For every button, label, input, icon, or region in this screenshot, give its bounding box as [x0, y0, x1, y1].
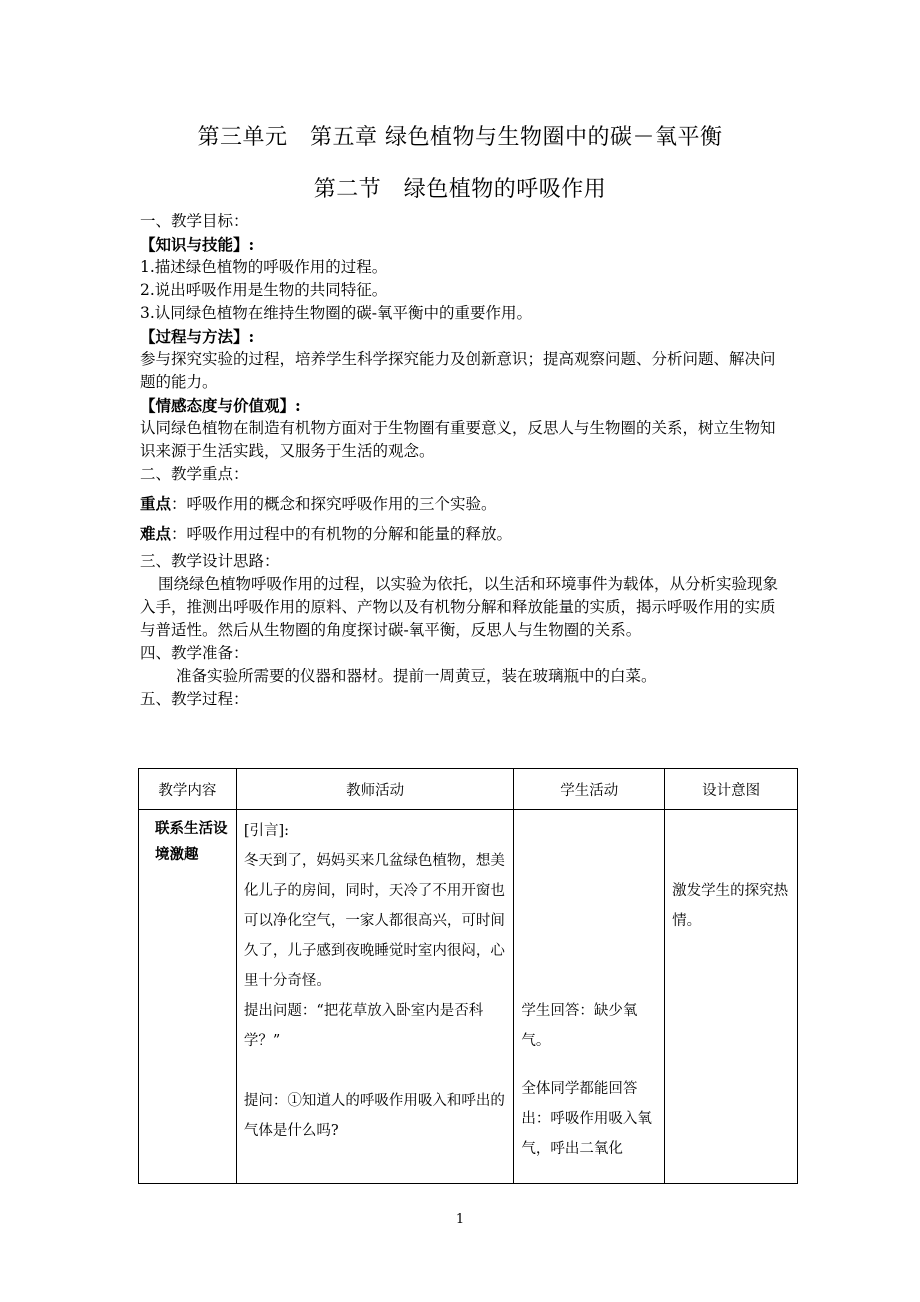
student-answer-1: 学生回答：缺少氧气。: [521, 1003, 638, 1049]
content-cell: [139, 810, 237, 1184]
design-text: 围绕绿色植物呼吸作用的过程，以实验为依托，以生活和环境事件为载体，从分析实验现象入手，推测出呼吸作用的原料、产物以及有机物分解和释放能量的实质，揭示呼吸作用的实质与普适性。然后从生物圈的角度探讨碳-氧平衡，反思人与生物圈的关系。: [140, 575, 779, 639]
design-intent-text: 激发学生的探究热情。: [672, 883, 789, 929]
attitude-heading: 【情感态度与价值观】:: [140, 396, 301, 415]
table-header-row: [139, 769, 798, 810]
process-method-heading: 【过程与方法】:: [140, 327, 255, 346]
focus-text: ：呼吸作用的概念和探究呼吸作用的三个实验。: [171, 495, 497, 513]
document-title: 第三单元 第五章 绿色植物与生物圈中的碳－氧平衡: [197, 125, 723, 150]
section-title: 第二节 绿色植物的呼吸作用: [313, 177, 607, 202]
knowledge-item-3: 3.认同绿色植物在维持生物圈的碳-氧平衡中的重要作用。: [140, 304, 533, 322]
focus-line: [140, 492, 790, 516]
focus-label: 重点: [140, 494, 172, 513]
teacher-question-1: 提出问题：“把花草放入卧室内是否科学？”: [243, 1003, 484, 1049]
difficulty-line: [140, 522, 790, 546]
preparation-text: 准备实验所需要的仪器和器材。提前一周黄豆，装在玻璃瓶中的白菜。: [176, 667, 657, 685]
knowledge-heading: 【知识与技能】:: [140, 235, 255, 254]
teacher-question-2: 提问：①知道人的呼吸作用吸入和呼出的气体是什么吗?: [243, 1093, 505, 1139]
process-method-text: 参与探究实验的过程，培养学生科学探究能力及创新意识；提高观察问题、分析问题、解决问题的能力。: [140, 350, 776, 391]
column-header-intent: 设计意图: [665, 769, 798, 810]
process-heading: 五、教学过程：: [140, 690, 249, 708]
knowledge-item-2: 2.说出呼吸作用是生物的共同特征。: [140, 281, 388, 299]
teacher-story: 冬天到了，妈妈买来几盆绿色植物，想美化儿子的房间，同时，天冷了不用开窗也可以净化空气，一家人都很高兴，可时间久了，儿子感到夜晚睡觉时室内很闷，心里十分奇怪。: [243, 853, 505, 989]
knowledge-item-1: 1.描述绿色植物的呼吸作用的过程。: [140, 258, 388, 276]
teaching-process-table: [138, 768, 798, 1184]
student-answer-2: 全体同学都能回答出：呼吸作用吸入氧气，呼出二氧化: [521, 1081, 652, 1157]
column-header-content: 教学内容: [139, 769, 237, 810]
teacher-activity-cell: [236, 810, 514, 1184]
column-header-teacher: 教师活动: [236, 769, 514, 810]
page-number: 1: [455, 1212, 465, 1227]
difficulty-text: ：呼吸作用过程中的有机物的分解和能量的释放。: [171, 525, 513, 543]
content-text: 联系生活设境激趣: [155, 820, 228, 863]
student-activity-cell: [514, 810, 665, 1184]
design-heading: 三、教学设计思路：: [140, 552, 280, 570]
key-points-heading: 二、教学重点：: [140, 465, 249, 483]
design-intent-cell: [665, 810, 798, 1184]
attitude-text: 认同绿色植物在制造有机物方面对于生物圈有重要意义，反思人与生物圈的关系，树立生物知识来源于生活实践，又服务于生活的观念。: [140, 419, 776, 460]
difficulty-label: 难点: [140, 524, 172, 543]
table-row: [139, 810, 798, 1184]
objectives-heading: 一、教学目标：: [140, 212, 249, 230]
column-header-student: 学生活动: [514, 769, 665, 810]
document-body: [140, 210, 790, 711]
preparation-heading: 四、教学准备：: [140, 644, 249, 662]
teacher-intro: [引言]:: [243, 823, 290, 839]
